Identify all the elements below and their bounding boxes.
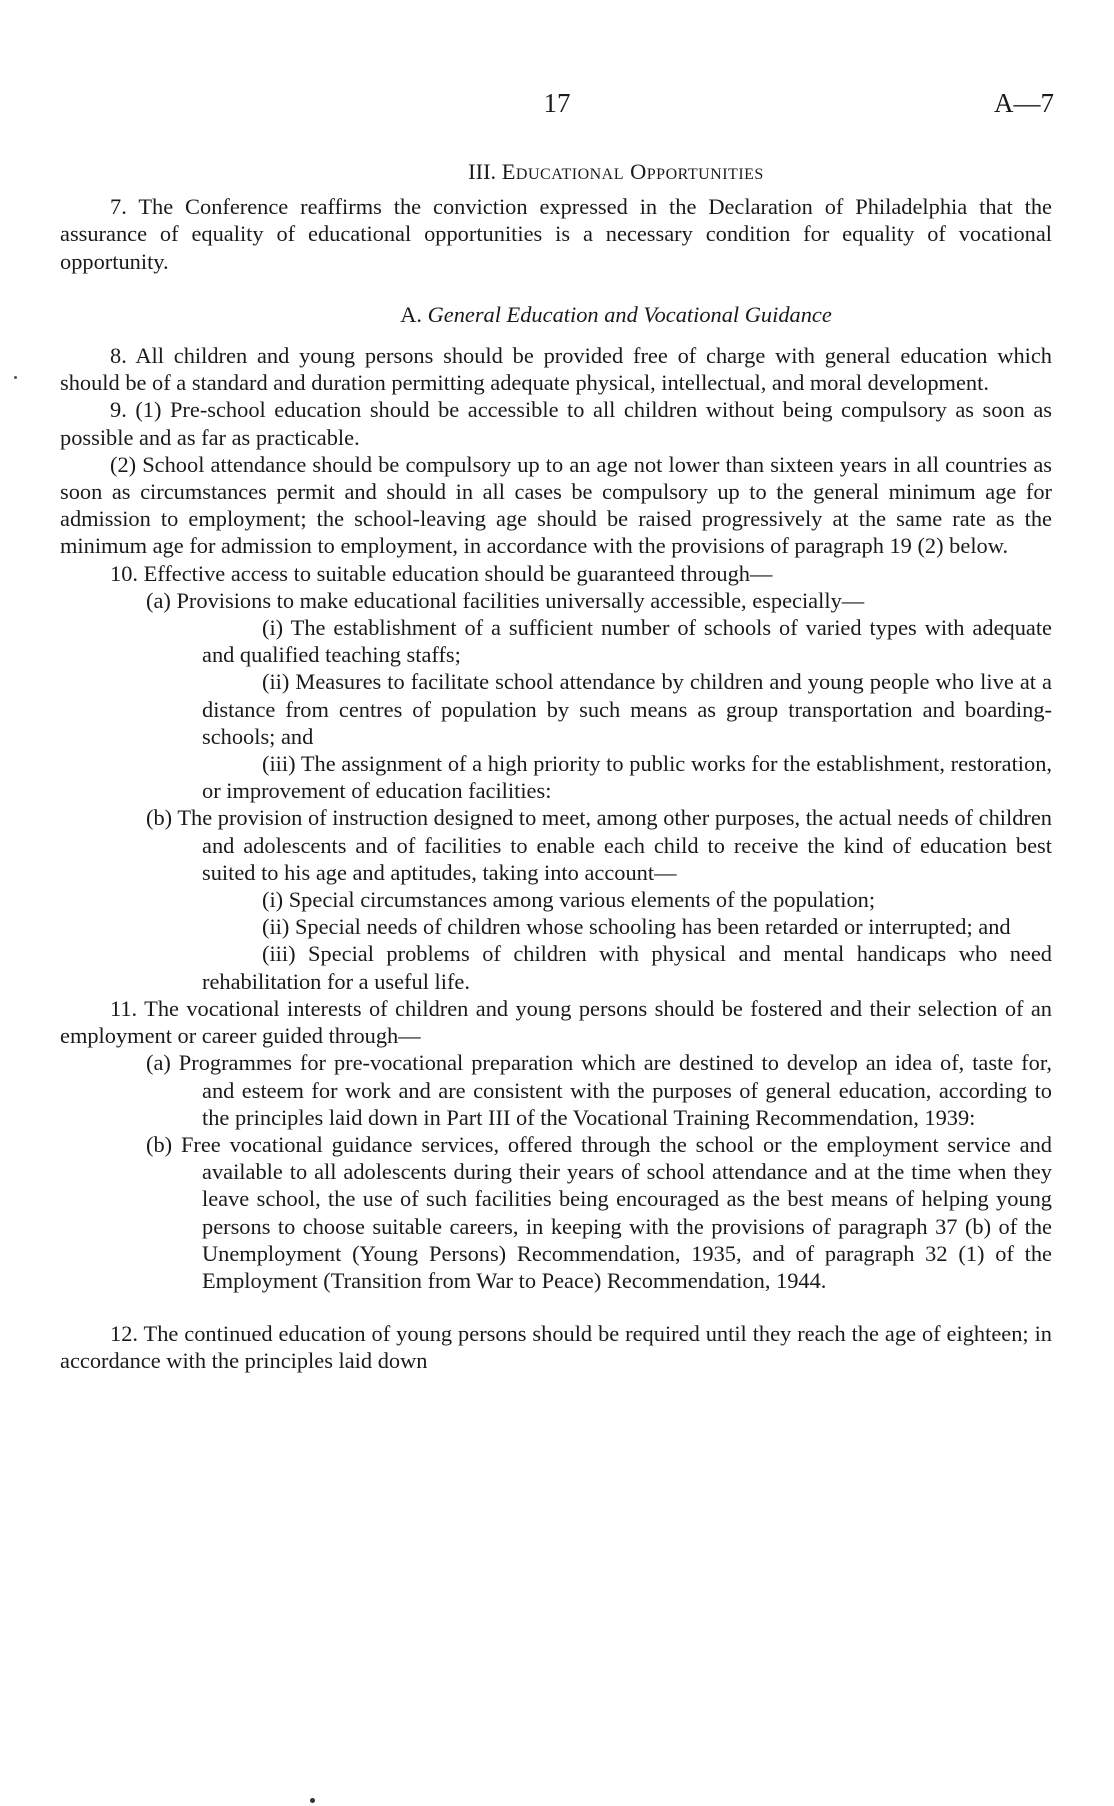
document-body (60, 158, 1052, 1375)
paragraph-7: 7. The Conference reaffirms the conviction expressed in the Declaration of Philadelphia that the assurance of equality of educational opportunities is a necessary condition for equality of vocational opportunity. (60, 194, 1052, 274)
item-label: (b) (146, 805, 173, 831)
paragraph-10a-ii: (ii) Measures to facilitate school attendance by children and young people who live at a distance from centres of population by such means as group transportation and boarding-schools; and (202, 669, 1052, 749)
section-title: Educational Opportunities (501, 159, 764, 184)
item-text: The provision of instruction designed to meet, among other purposes, the actual needs of children and adolescents and of facilities to enable each child to receive the kind of education best suited to his age and aptitudes, taking into account— (177, 805, 1052, 885)
item-text: Free vocational guidance services, offered through the school or the employment service and available to all adolescents during their years of school attendance and at the time when they leave school, the use of such facilities being encouraged as the best means of helping young persons to choose suitable careers, in keeping with the provisions of paragraph 37 (b) of the Unemployment (Young Persons) Recommendation, 1935, and of paragraph 32 (1) of the Employment (Transition from War to Peace) Recommendation, 1944. (180, 1131, 1052, 1293)
paragraph-11: 11. The vocational interests of children and young persons should be fostered and their selection of an employment or career guided through— (60, 995, 1052, 1049)
print-speck (310, 1798, 315, 1803)
section-heading (60, 158, 1052, 185)
item-text: Programmes for pre-vocational preparation which are destined to develop an idea of, taste for, and esteem for work and are consistent with the purposes of general education, according to the principles laid down in Part III of the Vocational Training Recommendation, 1939: (178, 1050, 1052, 1130)
paragraph-10: 10. Effective access to suitable education should be guaranteed through— (110, 560, 773, 586)
paragraph-10a-iii: (iii) The assignment of a high priority to public works for the establishment, restoration, or improvement of education facilities: (202, 751, 1052, 804)
paragraph-11a (60, 1049, 1052, 1131)
paragraph-10a-i: (i) The establishment of a sufficient number of schools of varied types with adequate and qualified teaching staffs; (202, 615, 1052, 668)
paragraph-9-1: 9. (1) Pre-school education should be accessible to all children without being compulsory as soon as possible and as far as practicable. (60, 397, 1052, 450)
paragraph-10b-i: (i) Special circumstances among various elements of the population; (262, 887, 876, 913)
paragraph-12: 12. The continued education of young persons should be required until they reach the age of eighteen; in accordance with the principles laid down (60, 1321, 1052, 1374)
section-numeral: III. (468, 159, 497, 184)
paragraph-10b (60, 804, 1052, 886)
paragraph-8: 8. All children and young persons should be provided free of charge with general education which should be of a standard and duration permitting adequate physical, intellectual, and moral development. (60, 343, 1052, 396)
paragraph-10a (60, 587, 1052, 614)
margin-speck (14, 376, 17, 379)
paragraph-11b (60, 1131, 1052, 1294)
item-text: Provisions to make educational facilities universally accessible, especially— (176, 587, 865, 613)
subsection-title: General Education and Vocational Guidance (427, 301, 832, 327)
paragraph-10b-iii: (iii) Special problems of children with physical and mental handicaps who need rehabilitation for a useful life. (202, 941, 1052, 994)
subsection-heading (60, 301, 1052, 328)
subsection-letter: A. (400, 301, 422, 327)
item-label: (a) (146, 1050, 171, 1076)
page-number: 17 (543, 88, 571, 118)
paragraph-10b-ii: (ii) Special needs of children whose schooling has been retarded or interrupted; and (262, 914, 1011, 940)
page-header (60, 88, 1054, 128)
item-label: (b) (146, 1131, 173, 1157)
document-code: A—7 (994, 88, 1054, 118)
item-label: (a) (146, 587, 171, 613)
paragraph-9-2: (2) School attendance should be compulsory up to an age not lower than sixteen years in all countries as soon as circumstances permit and should in all cases be compulsory up to the general minimum age for admission to employment; the school-leaving age should be raised progressively at the same rate as the minimum age for admission to employment, in accordance with the provisions of paragraph 19 (2) below. (60, 451, 1052, 559)
